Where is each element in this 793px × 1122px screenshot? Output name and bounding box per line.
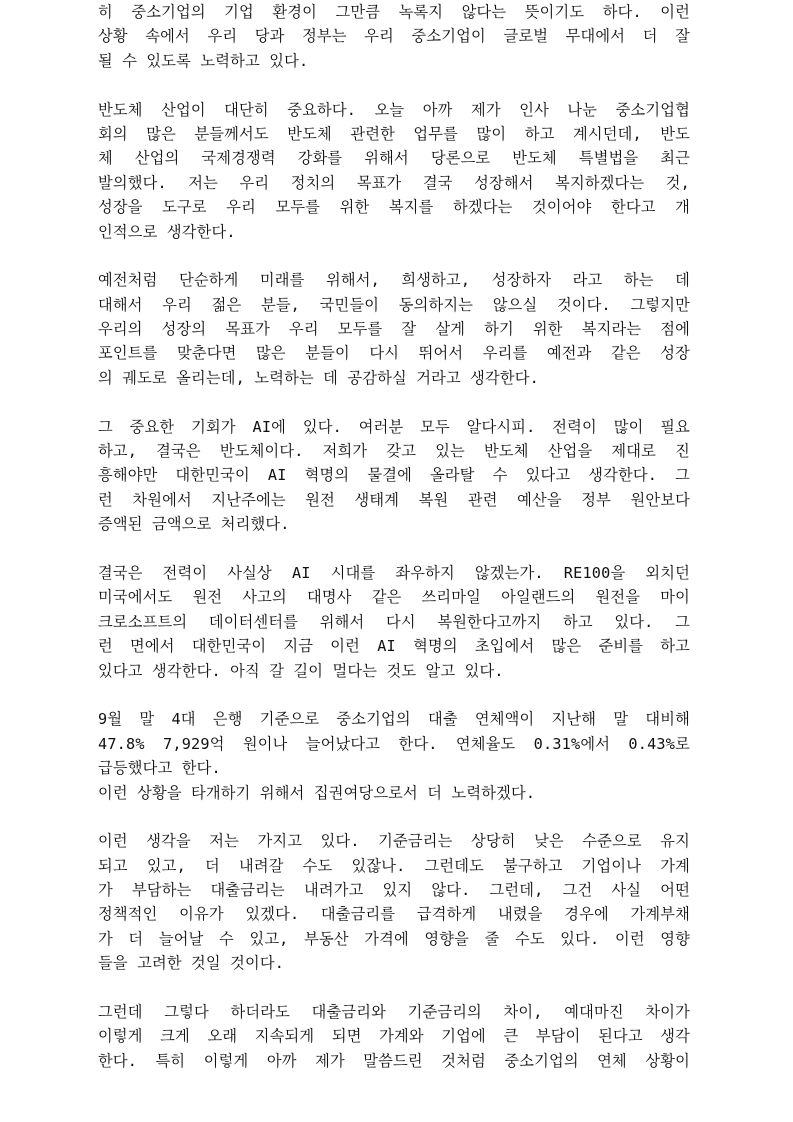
text-line: 상황 속에서 우리 당과 정부는 우리 중소기업이 글로벌 무대에서 더 잘 [98, 27, 690, 46]
text-line: 흥해야만 대한민국이 AI 혁명의 물결에 올라탈 수 있다고 생각한다. 그 [98, 466, 690, 485]
text-line: 이런 상황을 타개하기 위해서 집권여당으로서 더 노력하겠다. [98, 783, 536, 802]
text-line: 그런데 그렇다 하더라도 대출금리와 기준금리의 차이, 예대마진 차이가 [98, 1003, 690, 1022]
text-line: 9월 말 4대 은행 기준으로 중소기업의 대출 연체액이 지난해 말 대비해 [98, 710, 690, 729]
text-line: 의 궤도로 올리는데, 노력하는 데 공감하실 거라고 생각한다. [98, 368, 539, 387]
paragraph-8 [98, 1000, 690, 1073]
text-line: 대해서 우리 젊은 분들, 국민들이 동의하지는 않으실 것이다. 그렇지만 [98, 295, 690, 314]
text-line: 우리의 성장의 목표가 우리 모두를 잘 살게 하기 위한 복지라는 점에 [98, 320, 690, 339]
document-page [98, 0, 690, 1098]
text-line: 런 면에서 대한민국이 지금 이런 AI 혁명의 초입에서 많은 준비를 하고 [98, 637, 690, 656]
text-line: 이런 생각을 저는 가지고 있다. 기준금리는 상당히 낮은 수준으로 유지 [98, 832, 690, 851]
text-line: 결국은 전력이 사실상 AI 시대를 좌우하지 않겠는가. RE100을 외치던 [98, 563, 690, 582]
paragraph-7 [98, 829, 690, 975]
text-line: 있다고 생각한다. 아직 갈 길이 멀다는 것도 알고 있다. [98, 661, 504, 680]
text-line: 되고 있고, 더 내려갈 수도 있잖나. 그런데도 불구하고 기업이나 가계 [98, 856, 690, 875]
text-line: 반도체 산업이 대단히 중요하다. 오늘 아까 제가 인사 나눈 중소기업협 [98, 100, 690, 119]
text-line: 인적으로 생각한다. [98, 222, 236, 241]
paragraph-3 [98, 268, 690, 390]
paragraph-1 [98, 0, 690, 73]
text-line: 크로소프트의 데이터센터를 위해서 다시 복원한다고까지 하고 있다. 그 [98, 612, 690, 631]
paragraph-5 [98, 561, 690, 683]
text-line: 런 차원에서 지난주에는 원전 생태계 복원 관련 예산을 정부 원안보다 [98, 490, 690, 509]
text-line: 그 중요한 기회가 AI에 있다. 여러분 모두 알다시피. 전력이 많이 필요 [98, 417, 690, 436]
text-line: 발의했다. 저는 우리 정치의 목표가 결국 성장해서 복지하겠다는 것, [98, 173, 690, 192]
text-line: 한다. 특히 이렇게 아까 제가 말씀드린 것처럼 중소기업의 연체 상황이 [98, 1051, 690, 1070]
text-line: 정책적인 이유가 있겠다. 대출금리를 급격하게 내렸을 경우에 가계부채 [98, 905, 690, 924]
text-line: 하고, 결국은 반도체이다. 저희가 갖고 있는 반도체 산업을 제대로 진 [98, 442, 690, 461]
text-line: 미국에서도 원전 사고의 대명사 같은 쓰리마일 아일랜드의 원전을 마이 [98, 588, 690, 607]
paragraph-4 [98, 415, 690, 537]
text-line: 포인트를 맞춘다면 많은 분들이 다시 뛰어서 우리를 예전과 같은 성장 [98, 344, 690, 363]
text-line: 47.8% 7,929억 원이나 늘어났다고 한다. 연체율도 0.31%에서 0.43%로 [98, 734, 690, 753]
text-line: 가 더 늘어날 수 있고, 부동산 가격에 영향을 줄 수도 있다. 이런 영향 [98, 929, 690, 948]
text-line: 가 부담하는 대출금리는 내려가고 있지 않다. 그런데, 그건 사실 어떤 [98, 881, 690, 900]
paragraph-2 [98, 98, 690, 244]
text-line: 이렇게 크게 오래 지속되게 되면 가계와 기업에 큰 부담이 된다고 생각 [98, 1027, 690, 1046]
paragraph-6 [98, 707, 690, 805]
text-line: 회의 많은 분들께서도 반도체 관련한 업무를 많이 하고 계시던데, 반도 [98, 124, 690, 143]
text-line: 예전처럼 단순하게 미래를 위해서, 희생하고, 성장하자 라고 하는 데 [98, 271, 690, 290]
text-line: 성장을 도구로 우리 모두를 위한 복지를 하겠다는 것이어야 한다고 개 [98, 198, 690, 217]
text-line: 히 중소기업의 기업 환경이 그만큼 녹록지 않다는 뜻이기도 하다. 이런 [98, 3, 690, 21]
text-line: 될 수 있도록 노력하고 있다. [98, 51, 309, 70]
text-line: 증액된 금액으로 처리했다. [98, 515, 290, 534]
text-line: 체 산업의 국제경쟁력 강화를 위해서 당론으로 반도체 특별법을 최근 [98, 149, 690, 168]
text-line: 급등했다고 한다. [98, 759, 221, 778]
text-line: 들을 고려한 것일 것이다. [98, 954, 285, 973]
